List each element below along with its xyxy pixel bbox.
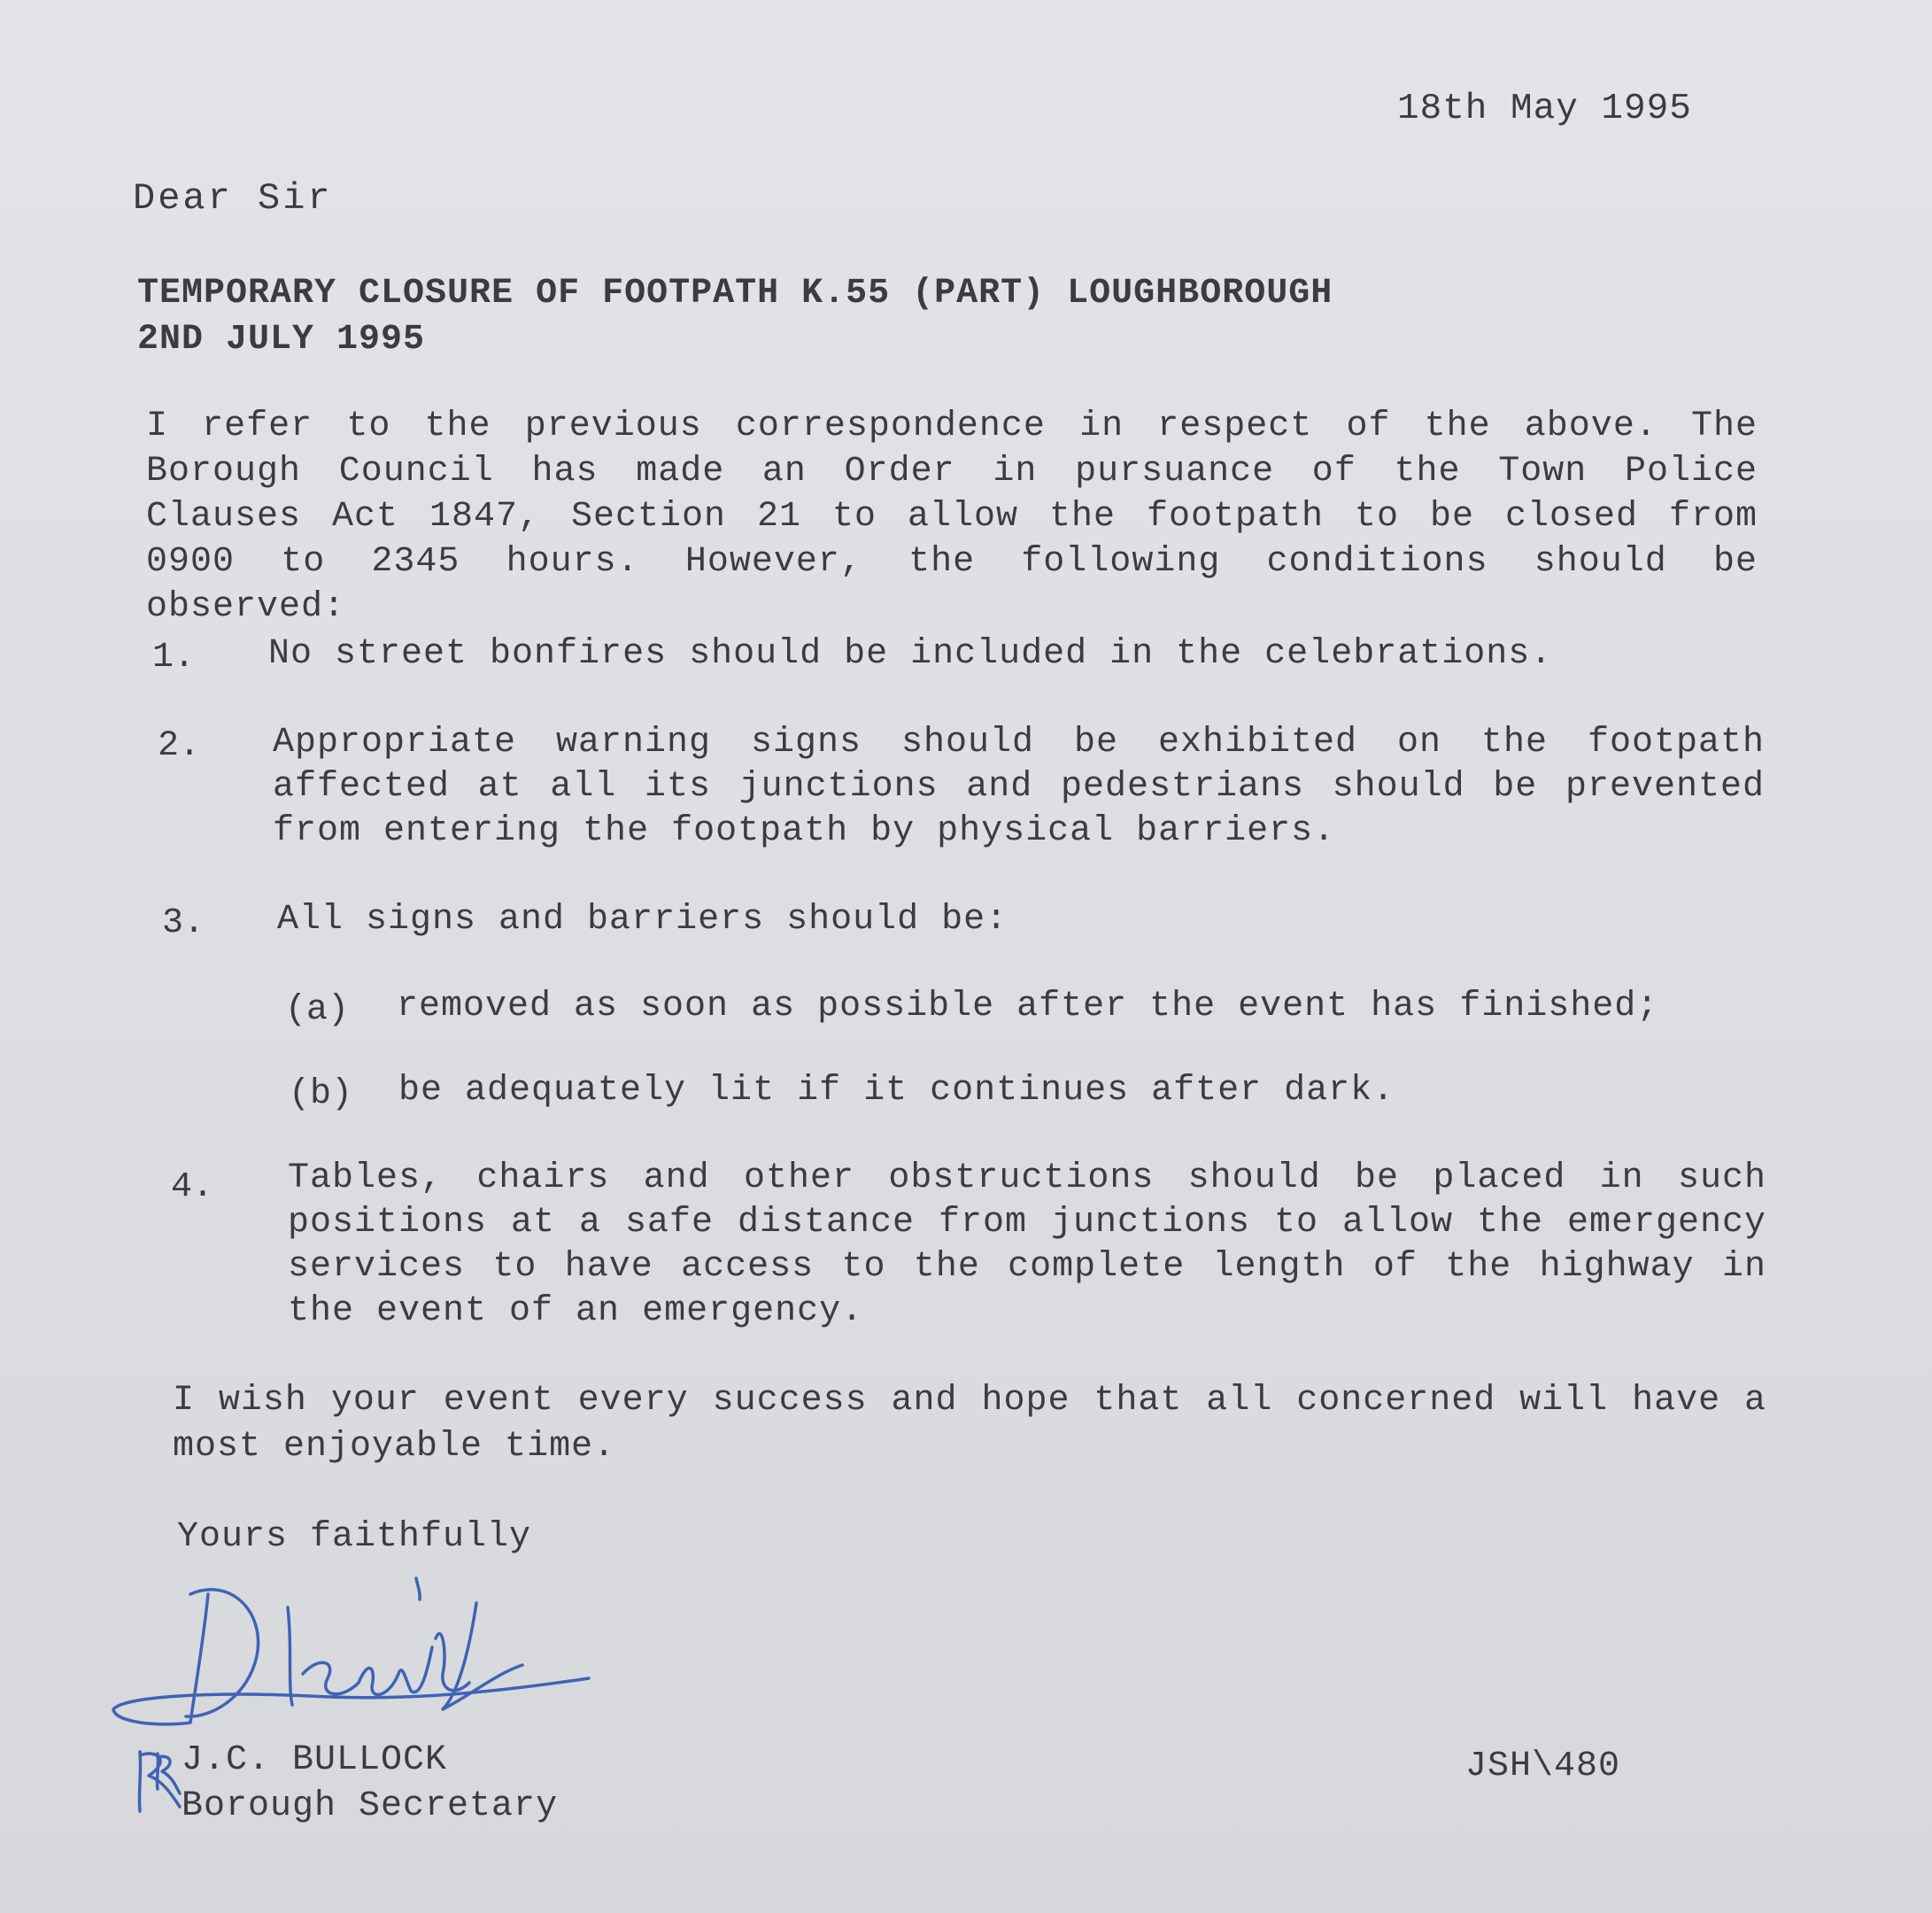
subcondition-text-b: be adequately lit if it continues after dark. xyxy=(398,1071,1395,1111)
condition-number-1: 1. xyxy=(152,638,196,678)
condition-number-2: 2. xyxy=(158,726,201,766)
condition-text-3: All signs and barriers should be: xyxy=(277,900,1009,940)
signatory-name: J.C. BULLOCK xyxy=(182,1740,448,1780)
salutation: Dear Sir xyxy=(133,177,333,220)
heading-line-2: 2ND JULY 1995 xyxy=(137,320,426,360)
condition-number-4: 4. xyxy=(171,1167,214,1207)
subcondition-text-a: removed as soon as possible after the event has finished; xyxy=(397,987,1659,1026)
condition-text-2: Appropriate warning signs should be exhibited on the footpath affected at all its junctions and pedestrians should be prevented from entering the footpath by physical barriers. xyxy=(273,723,1765,851)
initials-mark xyxy=(131,1745,184,1816)
subcondition-label-a: (a) xyxy=(285,990,350,1030)
intro-paragraph: I refer to the previous correspondence in respect of the above. The Borough Council has made an Order in pursuance of the Town Police Clauses Act 1847, Section 21 to allow the footpath to be closed from 0900 to 2345 hours. However, the following conditions should be observed: xyxy=(146,407,1758,627)
signatory-block xyxy=(182,1738,558,1830)
condition-text-4: Tables, chairs and other obstructions should be placed in such positions at a safe distance from junctions to allow the emergency services to have access to the complete length of the highway in the event of an emergency. xyxy=(288,1158,1766,1331)
closing-paragraph: I wish your event every success and hope that all concerned will have a most enjoyable time. xyxy=(173,1381,1766,1467)
reference-code: JSH\480 xyxy=(1465,1746,1621,1786)
heading-line-1: TEMPORARY CLOSURE OF FOOTPATH K.55 (PART) LOUGHBOROUGH xyxy=(137,274,1333,314)
condition-number-3: 3. xyxy=(162,903,205,943)
letter-heading xyxy=(137,271,1333,363)
show-through-text xyxy=(673,49,1529,87)
signatory-title: Borough Secretary xyxy=(182,1786,559,1826)
condition-text-1: No street bonfires should be included in the celebrations. xyxy=(268,634,1553,674)
handwritten-signature xyxy=(106,1541,602,1754)
subcondition-label-b: (b) xyxy=(289,1074,353,1114)
valediction: Yours faithfully xyxy=(177,1517,532,1557)
letter-date: 18th May 1995 xyxy=(1397,89,1692,129)
